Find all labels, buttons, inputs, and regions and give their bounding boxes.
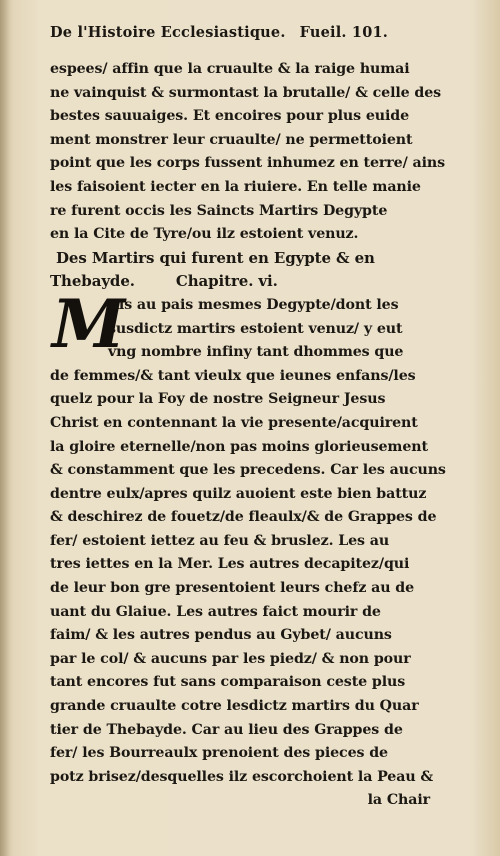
page-gutter-shadow	[0, 0, 10, 856]
page-header	[50, 22, 476, 44]
text-line: en la Cite de Tyre/ou ilz estoient venuz.	[50, 226, 359, 243]
text-line: Ais au pais mesmes Degypte/dont les	[108, 296, 399, 313]
chapter-heading-line: Thebayde. Chapitre. vi.	[50, 272, 278, 291]
text-line: les faisoient iecter en la riuiere. En telle manie	[50, 178, 421, 195]
text-line: ne vainquist & surmontast la brutalle/ & celle des	[50, 84, 442, 101]
text-line: point que les corps fussent inhumez en terre/ ains	[50, 155, 445, 172]
text-line: par le col/ & aucuns par les piedz/ & non pour	[50, 650, 411, 667]
text-line: ment monstrer leur cruaulte/ ne permettoient	[50, 131, 413, 148]
text-line: & constamment que les precedens. Car les aucuns	[50, 462, 446, 479]
text-line: quelz pour la Foy de nostre Seigneur Jesus	[50, 391, 386, 408]
text-line: tres iettes en la Mer. Les autres decapitez/qui	[50, 556, 410, 573]
drop-cap-initial: M	[52, 284, 126, 363]
catchword: la Chair	[367, 792, 430, 809]
text-line: & deschirez de fouetz/de fleaulx/& de Grappes de	[50, 509, 437, 526]
text-line: tant encores fut sans comparaison ceste plus	[50, 674, 406, 691]
text-line: la gloire eternelle/non pas moins glorieusement	[50, 438, 428, 455]
text-line: fer/ les Bourreaulx prenoient des pieces de	[50, 745, 388, 762]
text-line: grande cruaulte cotre lesdictz martirs du Quar	[50, 698, 419, 715]
chapter-heading-line: Des Martirs qui furent en Egypte & en	[56, 248, 375, 267]
text-line: espees/ affin que la cruaulte & la raige humai	[50, 61, 410, 77]
text-line: bestes sauuaiges. Et encoires pour plus euide	[50, 108, 410, 125]
paragraph-two	[50, 284, 476, 789]
folio-number: Fueil. 101.	[299, 24, 389, 41]
text-line: potz brisez/desquelles ilz escorchoient la Peau &	[50, 768, 434, 785]
text-line: susdictz martirs estoient venuz/ y eut	[108, 320, 403, 337]
paragraph-one	[50, 58, 476, 247]
text-line: vng nombre infiny tant dhommes que	[108, 344, 404, 361]
text-line: dentre eulx/apres quilz auoient este bien battuz	[50, 485, 427, 502]
text-line: de femmes/& tant vieulx que ieunes enfans/les	[50, 367, 416, 384]
text-line: tier de Thebayde. Car au lieu des Grappes de	[50, 721, 403, 738]
text-line: fer/ estoient iettez au feu & bruslez. Les au	[50, 532, 390, 549]
text-line: de leur bon gre presentoient leurs chefz au de	[50, 580, 415, 597]
text-line: re furent occis les Saincts Martirs Degypte	[50, 202, 388, 219]
running-title: De l'Histoire Ecclesiastique.	[50, 24, 286, 41]
text-line: faim/ & les autres pendus au Gybet/ aucuns	[50, 627, 392, 644]
text-line: uant du Glaiue. Les autres faict mourir de	[50, 603, 381, 620]
text-line: Christ en contennant la vie presente/acquirent	[50, 414, 418, 431]
